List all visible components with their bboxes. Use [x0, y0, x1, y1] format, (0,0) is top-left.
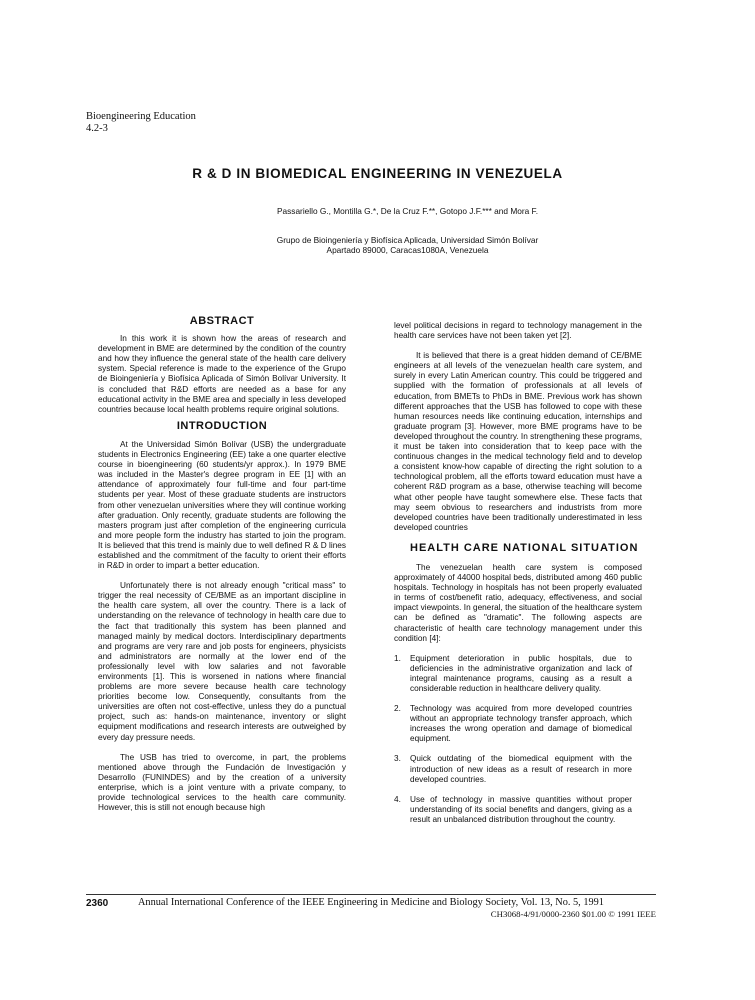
abstract-text: In this work it is shown how the areas of research and development in BME are determined by the condition of the country and how they influence the general state of the health care delivery system. Special reference is made to the experience of the Grupo de Bioingeniería y Biofísica Aplicada of Simón Bolívar University. It is concluded that R&D efforts are needed as a base for any educational activity in the BME area and specially in less developed countries because local health problems require original solutions.: [98, 334, 346, 414]
affiliation-line-1: Grupo de Bioingeniería y Biofísica Aplicada, Universidad Simón Bolívar: [276, 235, 539, 245]
affiliation-line-2: Apartado 89000, Caracas1080A, Venezuela: [326, 245, 489, 255]
list-text: Equipment deterioration in public hospitals, due to deficiencies in the administrative organization and lack of integral maintenance programs, causing as a result a considerable reduction in healthcare delivery quality.: [410, 653, 632, 693]
characteristics-list: [394, 654, 642, 825]
list-item: [394, 795, 632, 825]
list-text: Use of technology in massive quantities without proper understanding of its social benefits and dangers, giving as a result an unbalanced distribution throughout the country.: [410, 794, 632, 824]
health-care-heading: HEALTH CARE NATIONAL SITUATION: [410, 541, 639, 554]
list-item: [394, 754, 632, 784]
list-number: 4.: [394, 794, 401, 804]
intro-paragraph-3: The USB has tried to overcome, in part, the problems mentioned above through the Fundación de Investigación y Desarrollo (FUNINDES) and by the creation of a university enterprise, which is a joint venture with a private company, to provide technological services to the health care community. However, this is still not enough because high: [98, 752, 346, 813]
section-label: [86, 111, 196, 135]
abstract-heading: ABSTRACT: [189, 315, 255, 327]
section-number: 4.2-3: [86, 123, 108, 134]
left-column: [98, 316, 346, 813]
intro-continuation: level political decisions in regard to technology management in the health care services have not been taken yet [2].: [394, 321, 642, 341]
right-column: [394, 321, 642, 835]
list-item: [394, 704, 632, 744]
page-number: 2360: [86, 898, 109, 909]
list-number: 1.: [394, 653, 401, 663]
list-number: 2.: [394, 704, 401, 714]
section-name: Bioengineering Education: [86, 111, 196, 122]
author-list: Passariello G., Montilla G.*, De la Cruz F.**, Gotopo J.F.*** and Mora F.: [277, 206, 538, 216]
affiliation: [0, 235, 755, 255]
paper-title: R & D IN BIOMEDICAL ENGINEERING IN VENEZUELA: [192, 166, 563, 181]
list-item: [394, 654, 632, 694]
health-care-paragraph: The venezuelan health care system is composed approximately of 44000 hospital beds, distributed among 460 public hospitals. Technology in hospitals has not been properly evaluated in terms of cost/benefit ratio, adequacy, effectiveness, and social impact viewpoints. In general, the situation of the healthcare system can be defined as "dramatic". The following aspects are characteristic of health care technology management under this condition [4]:: [394, 562, 642, 643]
list-text: Technology was acquired from more developed countries without an appropriate technology transfer approach, which increases the wrong operation and damage of biomedical equipment.: [410, 704, 632, 744]
copyright-line: CH3068-4/91/0000-2360 $01.00 © 1991 IEEE: [490, 909, 656, 919]
intro-paragraph-4: It is believed that there is a great hidden demand of CE/BME engineers at all levels of the venezuelan health care system, and surely in every Latin American country. This could be triggered and supplied with the formation of professionals at all levels of education, from BMETs to PhDs in BME. Previous work has shown different approaches that the USB has followed to cope with these human resources needs like continuing education, internships and graduate program [3]. However, more BME programs have to be developed throughout the country. In strengthening these programs, it must be taken into consideration that to keep pace with the continuous changes in the medical technology field and to develop a consistent know-how capable of directing the right solution to a technological problem, all the efforts toward education must have a coherent R&D program as a base, otherwise teaching will become what other people have taught somewhere else. These facts that may seem obvious to researchers and industrists from more developed countries have been traditionally underestimated in less developed countries: [394, 351, 642, 532]
footer-rule: [86, 894, 656, 895]
introduction-heading: INTRODUCTION: [176, 419, 268, 432]
list-number: 3.: [394, 754, 401, 764]
list-text: Quick outdating of the biomedical equipment with the introduction of new ideas as a result of research in more developed countries.: [410, 754, 632, 784]
intro-paragraph-2: Unfortunately there is not already enough "critical mass" to trigger the real necessity of CE/BME as an important discipline in the health care system, all over the country. There is a lack of understanding on the relevance of technology in health care due to the fact that traditionally this system has been planned and managed mainly by medical doctors. Interdisciplinary departments and programs are very rare and job posts for engineers, physicists and administrators are normally at the lower end of the professionally level with low salaries and not favorable environments [1]. This is worsened in nations where financial problems are more severe because health care technology priorities become low. Consequently, consultants from the universities are often not cost-effective, unless they do a punctual project, such as: hands-on maintenance, inventory or slight equipment modifications and research interests are outweighed by every day pressure needs.: [98, 581, 346, 742]
conference-citation: Annual International Conference of the IEEE Engineering in Medicine and Biology Society, Vol. 13, No. 5, 1991: [138, 897, 604, 908]
intro-paragraph-1: At the Universidad Simón Bolívar (USB) the undergraduate students in Electronics Engineering (EE) take a one quarter elective course in bioengineering (60 students/yr approx.). In 1979 BME was included in the Master's degree program in EE [1] with an attendance of approximately four full-time and four part-time students per year. Most of these graduate students are instructors from other venezuelan universities where they will continue working after graduation. Only recently, graduate students are following the masters program just after completion of the engineering curricula and more people form the industry has started to join the program. It is believed that this trend is mainly due to well defined R & D lines established and the commitment of the faculty to orient their efforts in R&D in order to impart a better education.: [98, 439, 346, 571]
